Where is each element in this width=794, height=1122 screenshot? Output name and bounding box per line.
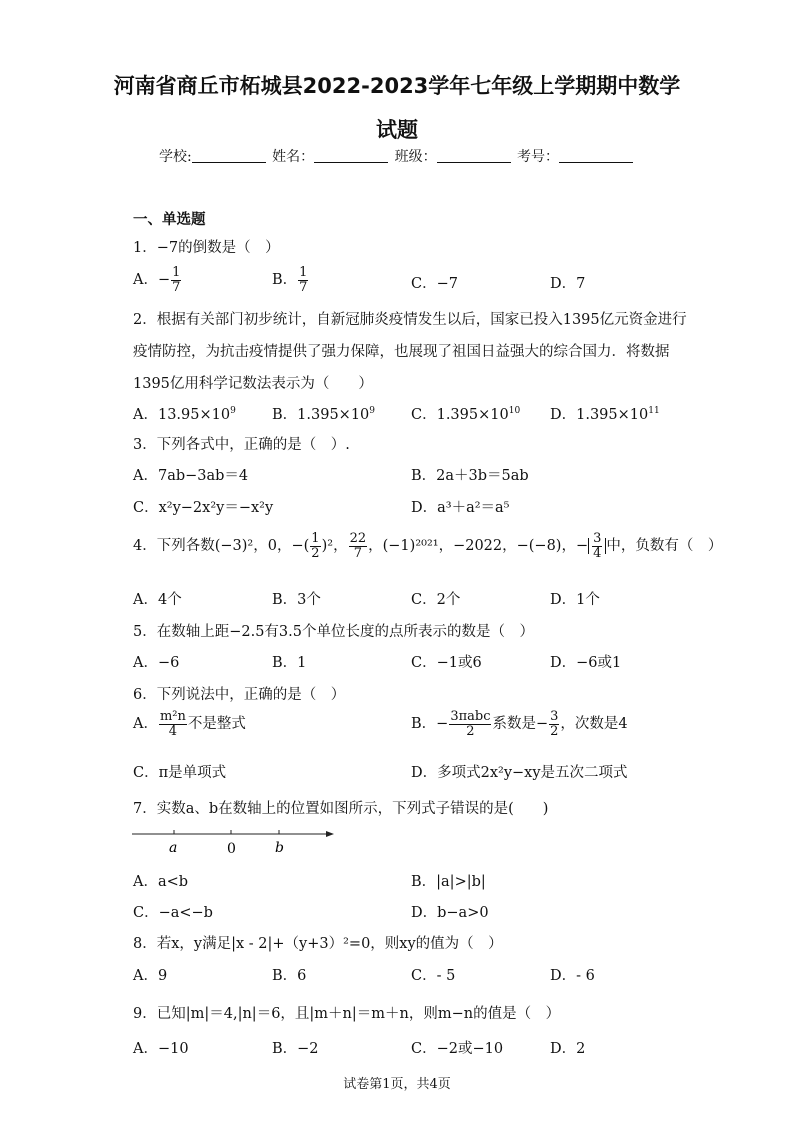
q2-option-d: D．$1.395\times 10^{11}$ [550, 406, 660, 423]
name-blank[interactable] [314, 148, 388, 163]
q9-option-c: C．−2或−10 [411, 1041, 504, 1057]
q9-option-b: B．−2 [272, 1041, 319, 1057]
exam-no-blank[interactable] [559, 148, 633, 163]
school-blank[interactable] [192, 148, 266, 163]
q6-option-c: C．π是单项式 [133, 765, 227, 781]
q1-stem: 1．−7的倒数是（ ） [133, 240, 280, 256]
q6-option-d: D．多项式2x²y−xy是五次二项式 [411, 765, 628, 781]
q8-option-d: D．- 6 [550, 968, 595, 984]
q7-stem: 7．实数a、b在数轴上的位置如图所示，下列式子错误的是( ) [133, 801, 549, 817]
exam-no-label: 考号： [517, 149, 560, 165]
section-heading: 一、单选题 [133, 212, 206, 228]
q8-option-c: C．- 5 [411, 968, 456, 984]
q9-option-d: D．2 [550, 1041, 586, 1057]
q2-stem-line1: 2．根据有关部门初步统计，自新冠肺炎疫情发生以后，国家已投入1395亿元资金进行 [133, 312, 687, 328]
q2-option-c: C．$1.395\times 10^{10}$ [411, 406, 521, 423]
q3-option-b: B．2a＋3b＝5ab [411, 468, 529, 484]
q8-option-b: B．6 [272, 968, 307, 984]
q4-option-b: B．3个 [272, 592, 321, 608]
q2-option-a: A．$13.95\times 10^9$ [133, 406, 236, 423]
class-blank[interactable] [437, 148, 511, 163]
page-title: 河南省商丘市柘城县2022-2023学年七年级上学期期中数学 [113, 74, 681, 98]
q7-option-d: D．b−a>0 [411, 905, 489, 921]
q3-option-c: C．x²y−2x²y＝−x²y [133, 500, 274, 516]
number-line-figure [130, 826, 340, 856]
q4-option-d: D．1个 [550, 592, 600, 608]
name-label: 姓名： [272, 149, 315, 165]
q2-stem-line3: 1395亿用科学记数法表示为（ ） [133, 376, 373, 392]
q8-stem: 8．若x，y满足|x - 2|+（y+3）²=0，则xy的值为（ ） [133, 936, 503, 952]
q6-option-a: A． $\frac{\text{m²n}}{4}$ 不是整式 [133, 709, 246, 739]
number-line-label-a: a [169, 840, 178, 856]
number-line-label-zero: 0 [227, 841, 236, 856]
q9-option-a: A．−10 [133, 1041, 189, 1057]
q2-stem-line2: 疫情防控，为抗击疫情提供了强力保障，也展现了祖国日益强大的综合国力．将数据 [133, 344, 670, 360]
q1-option-b: B． $\frac{1}{7}$ [272, 265, 308, 295]
q4-stem: 4．下列各数(−3)²，0，−( $\frac{1}{2}$ )²， $\frac{22}{7}$ ，(−1)²⁰²¹，−2022，−(−8)，− $\frac{3}{4}$ 中，负数有（ ） [133, 531, 723, 561]
page-footer: 试卷第1页，共4页 [343, 1077, 451, 1092]
number-line-arrow [326, 831, 334, 837]
q5-option-c: C．−1或6 [411, 655, 482, 671]
q5-option-d: D．−6或1 [550, 655, 622, 671]
student-info-line [0, 146, 794, 166]
q7-option-c: C．−a<−b [133, 905, 213, 921]
q5-option-a: A．−6 [133, 655, 180, 671]
page-title-line2: 试题 [376, 118, 418, 142]
q2-option-b: B．$1.395\times 10^9$ [272, 406, 376, 423]
q6-stem: 6．下列说法中，正确的是（ ） [133, 687, 346, 703]
q1-option-d: D．7 [550, 276, 586, 292]
q5-option-b: B．1 [272, 655, 307, 671]
q7-option-a: A．a<b [133, 874, 189, 890]
q4-option-a: A．4个 [133, 592, 182, 608]
q3-option-d: D．a³＋a²＝a⁵ [411, 500, 510, 516]
q3-option-a: A．7ab−3ab＝4 [133, 468, 249, 484]
q1-option-a: A．− $\frac{1}{7}$ [133, 265, 181, 295]
number-line-label-b: b [275, 840, 284, 856]
class-label: 班级： [394, 149, 437, 165]
q3-stem: 3．下列各式中，正确的是（ ）. [133, 437, 350, 453]
q7-option-b: B．|a|>|b| [411, 874, 486, 890]
q1-option-c: C．−7 [411, 276, 458, 292]
q5-stem: 5．在数轴上距−2.5有3.5个单位长度的点所表示的数是（ ） [133, 624, 534, 640]
q8-option-a: A．9 [133, 968, 168, 984]
school-label: 学校: [158, 149, 192, 165]
q9-stem: 9．已知|m|＝4,|n|＝6，且|m＋n|＝m＋n，则m−n的值是（ ） [133, 1006, 561, 1022]
q4-option-c: C．2个 [411, 592, 461, 608]
q6-option-b: B．− $\frac{\text{3πabc}}{2}$ 系数是− $\frac{3}{2}$ ，次数是4 [411, 709, 628, 739]
